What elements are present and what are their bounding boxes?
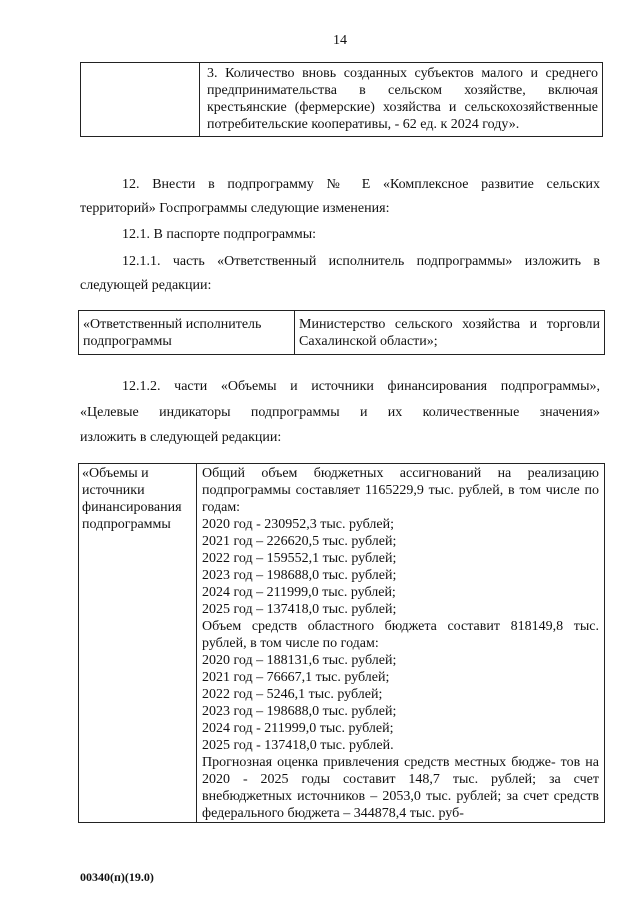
total-year-row: 2025 год – 137418,0 тыс. рублей;	[202, 602, 397, 617]
total-year-row: 2021 год – 226620,5 тыс. рублей;	[202, 534, 397, 549]
total-year-row: 2024 год – 211999,0 тыс. рублей;	[202, 585, 396, 600]
regional-year-row: 2024 год - 211999,0 тыс. рублей;	[202, 721, 394, 736]
financing-label-line: источники	[82, 483, 145, 498]
para-12-line-2: территорий» Госпрограммы следующие изменения:	[80, 201, 390, 216]
para-12-1-2-line-1: 12.1.2. части «Объемы и источники финансирования подпрограммы»,	[122, 379, 600, 394]
regional-year-row: 2023 год – 198688,0 тыс. рублей;	[202, 704, 397, 719]
total-intro: Общий объем бюджетных ассигнований на реализацию подпрограммы составляет 1165229,9 тыс. рублей, в том числе по годам:	[202, 466, 599, 515]
regional-year-row: 2022 год – 5246,1 тыс. рублей;	[202, 687, 383, 702]
financing-table	[78, 463, 605, 823]
para-12-1-2-line-2: «Целевые индикаторы подпрограммы и их количественные значения»	[80, 405, 600, 420]
para-12-1: 12.1. В паспорте подпрограммы:	[122, 227, 317, 242]
responsible-executor-label: «Ответственный исполнитель подпрограммы	[79, 311, 295, 355]
para-12-1-2-line-3: изложить в следующей редакции:	[80, 430, 282, 445]
financing-label	[79, 464, 197, 823]
responsible-executor-value: Министерство сельского хозяйства и торговли Сахалинской области»;	[295, 311, 605, 355]
financing-label-line: подпрограммы	[82, 517, 171, 532]
total-year-row: 2020 год - 230952,3 тыс. рублей;	[202, 517, 395, 532]
financing-value	[197, 464, 605, 823]
total-year-row: 2023 год – 198688,0 тыс. рублей;	[202, 568, 397, 583]
responsible-executor-table	[78, 310, 605, 355]
para-12-1-1-line-2: следующей редакции:	[80, 278, 212, 293]
para-12-1-1-line-1: 12.1.1. часть «Ответственный исполнитель подпрограммы» изложить в	[122, 254, 600, 269]
para-12-line-1: 12. Внести в подпрограмму № Е «Комплексное развитие сельских	[122, 177, 600, 192]
total-year-row: 2022 год – 159552,1 тыс. рублей;	[202, 551, 397, 566]
indicator-table-fragment	[80, 62, 603, 137]
document-code: 00340(п)(19.0)	[80, 870, 154, 884]
indicator-cell: 3. Количество вновь созданных субъектов малого и среднего предпринимательства в сельском хозяйстве, включая крестьянские (фермерские) хозяйства и сельскохозяйственные потребительские кооперативы, - 62 ед. к 2024 году».	[200, 63, 603, 137]
page-number: 14	[333, 33, 347, 48]
financing-label-line: «Объемы и	[82, 466, 149, 481]
regional-intro: Объем средств областного бюджета составит 818149,8 тыс. рублей, в том числе по годам:	[202, 619, 599, 651]
forecast-text: Прогнозная оценка привлечения средств местных бюдже- тов на 2020 - 2025 годы составит 148,7 тыс. рублей; за счет внебюджетных источников – 2053,0 тыс. рублей; за счет средств федерального бюджета – 344878,4 тыс. руб-	[202, 755, 599, 821]
empty-cell	[81, 63, 200, 137]
regional-year-row: 2020 год – 188131,6 тыс. рублей;	[202, 653, 397, 668]
regional-year-row: 2021 год – 76667,1 тыс. рублей;	[202, 670, 390, 685]
regional-year-row: 2025 год - 137418,0 тыс. рублей.	[202, 738, 394, 753]
financing-label-line: финансирования	[82, 500, 182, 515]
